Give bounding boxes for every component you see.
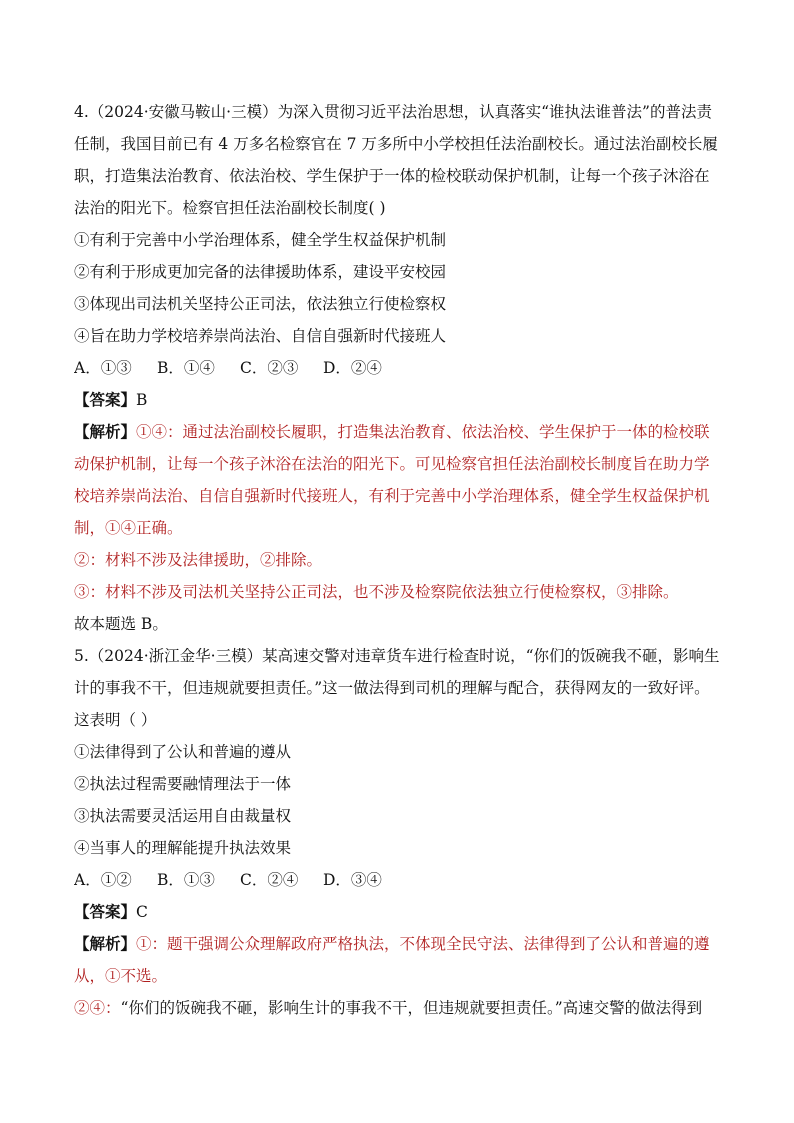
analysis-text: ①：题干强调公众理解政府严格执法，不体现全民守法、法律得到了公认和普遍的遵 <box>136 935 710 953</box>
question-stem-line: 法治的阳光下。检察官担任法治副校长制度( ) <box>74 199 386 217</box>
statement-item: ④当事人的理解能提升执法效果 <box>74 839 292 857</box>
analysis-text: ①④：通过法治副校长履职，打造集法治教育、依法治校、学生保护于一体的检校联 <box>136 423 710 441</box>
option-d: D．②④ <box>323 359 382 377</box>
analysis-line <box>74 992 722 1024</box>
question-stem-line: 4.（2024·安徽马鞍山·三模）为深入贯彻习近平法治思想，认真落实“谁执法谁普法”的普法责 <box>74 103 712 121</box>
analysis-line <box>74 928 722 960</box>
option-c: C．②④ <box>240 871 299 889</box>
answer-value: B <box>136 391 148 409</box>
option-c: C．②③ <box>240 359 299 377</box>
analysis-marker: ②④： <box>74 999 121 1017</box>
option-a: A．①③ <box>74 359 132 377</box>
question-4 <box>74 96 722 640</box>
answer-tag: 【答案】 <box>74 390 137 409</box>
question-stem-line: 职，打造集法治教育、依法治校、学生保护于一体的检校联动保护机制，让每一个孩子沐浴在 <box>74 167 710 185</box>
answer-options <box>74 864 722 896</box>
document-page <box>74 96 722 1024</box>
statement-item: ④旨在助力学校培养崇尚法治、自信自强新时代接班人 <box>74 327 447 345</box>
conclusion-line: 故本题选 B。 <box>74 615 168 633</box>
statement-item: ①法律得到了公认和普遍的遵从 <box>74 743 292 761</box>
option-b: B．①④ <box>157 359 215 377</box>
statement-item: ②有利于形成更加完备的法律援助体系，建设平安校园 <box>74 263 447 281</box>
analysis-line: 动保护机制，让每一个孩子沐浴在法治的阳光下。可见检察官担任法治副校长制度旨在助力学 <box>74 455 710 473</box>
question-stem-line: 计的事我不干，但违规就要担责任。”这一做法得到司机的理解与配合，获得网友的一致好评。 <box>74 679 710 697</box>
option-a: A．①② <box>74 871 132 889</box>
analysis-line: 制，①④正确。 <box>74 519 183 537</box>
statement-item: ③执法需要灵活运用自由裁量权 <box>74 807 292 825</box>
statement-item: ①有利于完善中小学治理体系，健全学生权益保护机制 <box>74 231 447 249</box>
answer-line <box>74 896 722 928</box>
answer-options <box>74 352 722 384</box>
question-stem-line: 5.（2024·浙江金华·三模）某高速交警对违章货车进行检查时说，“你们的饭碗我不砸，影响生 <box>74 647 720 665</box>
analysis-text: “你们的饭碗我不砸，影响生计的事我不干，但违规就要担责任。”高速交警的做法得到 <box>120 999 703 1017</box>
analysis-line: ②：材料不涉及法律援助，②排除。 <box>74 551 323 569</box>
question-stem-line: 这表明（ ） <box>74 711 157 729</box>
answer-line <box>74 384 722 416</box>
statement-item: ③体现出司法机关坚持公正司法，依法独立行使检察权 <box>74 295 447 313</box>
answer-tag: 【答案】 <box>74 902 137 921</box>
analysis-line <box>74 416 722 448</box>
question-5 <box>74 640 722 1024</box>
option-d: D．③④ <box>323 871 382 889</box>
question-stem-line: 任制，我国目前已有 4 万多名检察官在 7 万多所中小学校担任法治副校长。通过法治副校长履 <box>74 135 718 153</box>
analysis-line: 从，①不选。 <box>74 967 168 985</box>
statement-item: ②执法过程需要融情理法于一体 <box>74 775 292 793</box>
analysis-line: ③：材料不涉及司法机关坚持公正司法，也不涉及检察院依法独立行使检察权，③排除。 <box>74 583 679 601</box>
option-b: B．①③ <box>157 871 215 889</box>
answer-value: C <box>136 903 148 921</box>
analysis-tag: 【解析】 <box>74 934 137 953</box>
analysis-tag: 【解析】 <box>74 422 137 441</box>
analysis-line: 校培养崇尚法治、自信自强新时代接班人，有利于完善中小学治理体系，健全学生权益保护机 <box>74 487 710 505</box>
